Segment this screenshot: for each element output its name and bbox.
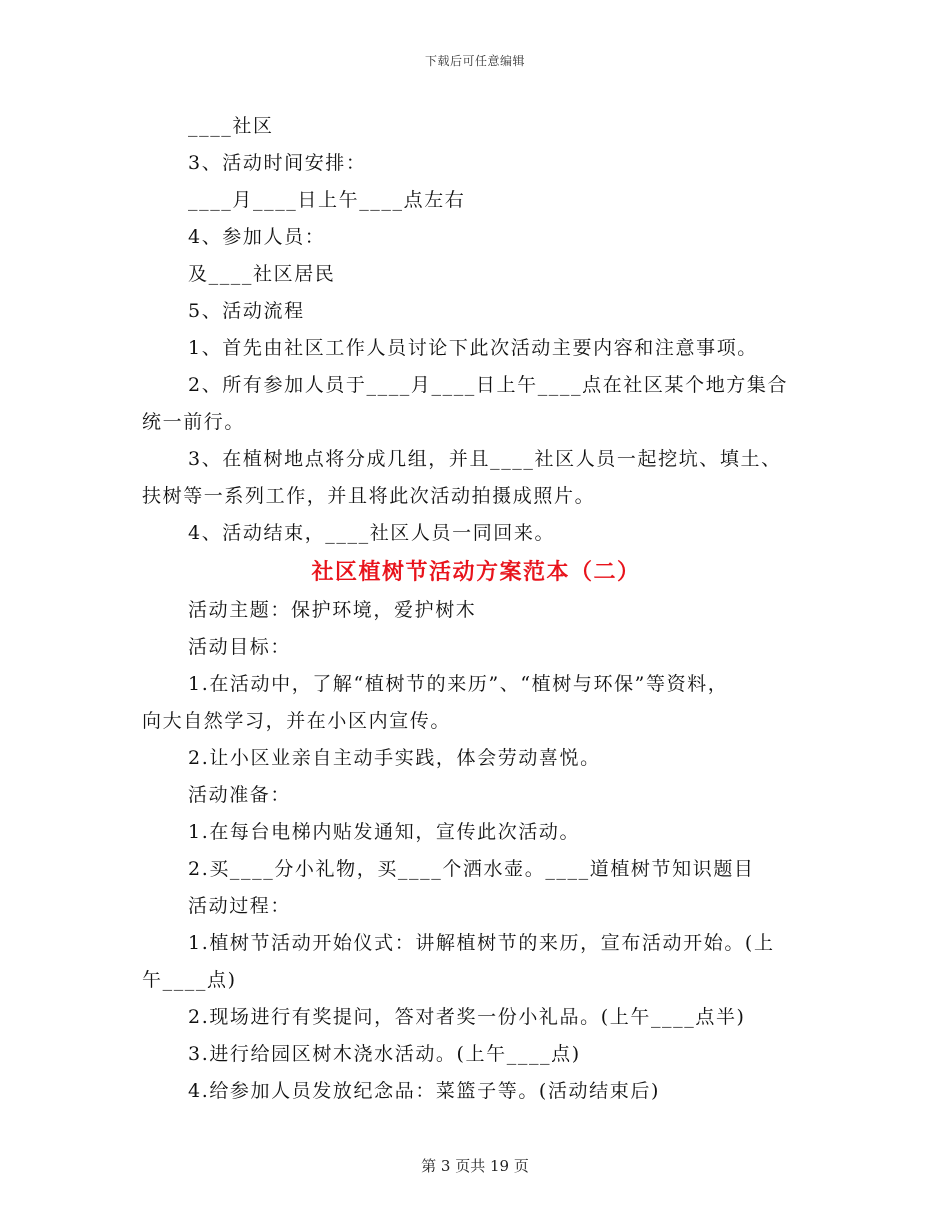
page-header: 下载后可任意编辑 [424,54,525,68]
paragraph-line: 1、首先由社区工作人员讨论下此次活动主要内容和注意事项。 [188,337,758,359]
paragraph-line: 4.给参加人员发放纪念品：菜篮子等。(活动结束后) [188,1080,660,1102]
paragraph-line: 3、在植树地点将分成几组，并且____社区人员一起挖坑、填土、 [188,448,782,470]
paragraph-line: ____社区 [188,115,274,137]
section-title: 社区植树节活动方案范本（二） [311,559,641,585]
paragraph-line: 2.现场进行有奖提问，答对者奖一份小礼品。(上午____点半) [188,1006,746,1028]
paragraph-line: 4、活动结束，____社区人员一同回来。 [188,522,556,544]
paragraph-line: 3.进行给园区树木浇水活动。(上午____点) [188,1043,581,1065]
paragraph-line: 1.在每台电梯内贴发通知，宣传此次活动。 [188,821,581,843]
section-two [142,592,810,1110]
paragraph-line: 活动过程： [188,895,292,917]
paragraph-line: 1.植树节活动开始仪式：讲解植树节的来历，宣布活动开始。(上 [188,932,775,954]
section-one-continued [142,108,810,552]
paragraph-line: 活动目标： [188,636,292,658]
paragraph-line: 午____点) [142,969,237,991]
paragraph-line: 4、参加人员： [188,226,326,248]
paragraph-line: 2.让小区业亲自主动手实践，体会劳动喜悦。 [188,747,601,769]
paragraph-line: 2.买____分小礼物，买____个洒水壶。____道植树节知识题目 [188,858,755,880]
paragraph-line: 及____社区居民 [188,263,336,285]
paragraph-line: 统一前行。 [142,411,246,433]
paragraph-line: 1.在活动中，了解“植树节的来历”、“植树与环保”等资料， [188,673,729,695]
page-footer: 第 3 页共 19 页 [421,1157,529,1175]
paragraph-line: 2、所有参加人员于____月____日上午____点在社区某个地方集合 [188,374,789,396]
document-body [142,108,810,1110]
paragraph-line: 扶树等一系列工作，并且将此次活动拍摄成照片。 [142,485,596,507]
paragraph-line: 3、活动时间安排： [188,152,367,174]
paragraph-line: 向大自然学习，并在小区内宣传。 [142,710,452,732]
paragraph-line: 活动主题：保护环境，爱护树木 [188,599,477,621]
paragraph-line: 活动准备： [188,784,292,806]
paragraph-line: 5、活动流程 [188,300,305,322]
paragraph-line: ____月____日上午____点左右 [188,189,466,211]
